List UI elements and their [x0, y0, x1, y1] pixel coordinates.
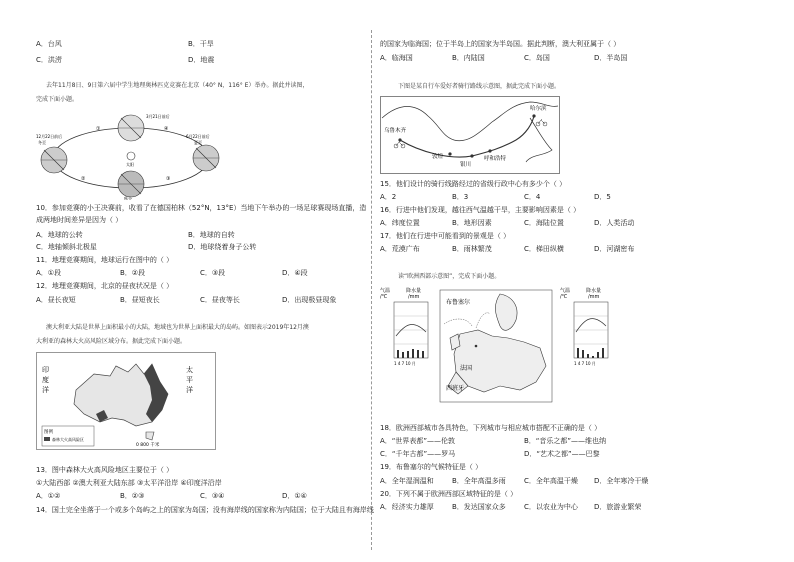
- svg-text:降水量: 降水量: [406, 288, 422, 294]
- q17-stem: 17．他们在行进中可能看到的景观是（ ）: [380, 232, 511, 240]
- q14-option-c: C．岛国: [524, 54, 550, 62]
- svg-text:/℃: /℃: [560, 294, 568, 300]
- label-tai: 太: [186, 366, 193, 374]
- q15-option-a: A．2: [380, 193, 397, 201]
- earth-icon: [193, 145, 219, 171]
- q10-option-b: B．地球的自转: [188, 231, 235, 239]
- q14-option-a: A．临海国: [380, 54, 413, 62]
- q11-option-d: D．④段: [282, 269, 308, 277]
- label-yinchuan: 银川: [460, 162, 472, 168]
- brussels-marker: [475, 345, 478, 348]
- q13-items: ①大陆西部 ②澳大利亚大陆东部 ③太平洋沿岸 ④印度洋沿岸: [36, 479, 222, 487]
- orbit-label-left1: 12月22日前后: [36, 134, 63, 139]
- q13-option-d: D．①④: [282, 492, 307, 500]
- label-yang2: 洋: [186, 386, 193, 394]
- intro3: 下图是某自行车爱好者骑行路线示意图，据此完成下面小题。: [398, 83, 561, 90]
- q10-option-a: A．地球的公转: [36, 231, 83, 239]
- q17-option-d: D．河湖密布: [594, 245, 635, 253]
- q20-option-c: C．以农业为中心: [524, 503, 578, 511]
- q15-option-c: C．4: [524, 193, 541, 201]
- q9-option-d: D．地震: [188, 56, 215, 64]
- q9-option-a: A．台风: [36, 40, 62, 48]
- q16-option-b: B．地形因素: [452, 219, 492, 227]
- q17-option-c: C．梯田纵横: [524, 245, 564, 253]
- map-legend: [42, 426, 94, 446]
- intro2-line2: 大利亚的森林大火高风险区域分布。据此完成下面小题。: [36, 338, 187, 345]
- intro4: 读“欧洲西部示意图”，完成下面小题。: [398, 273, 501, 280]
- q18-option-a: A．“世界表都”——伦敦: [380, 437, 456, 445]
- q10-option-c: C．地轴倾斜北极星: [36, 243, 97, 251]
- svg-text:/℃: /℃: [380, 294, 388, 300]
- svg-text:/mm: /mm: [408, 294, 420, 300]
- q20-option-d: D．旅游业繁荣: [594, 503, 642, 511]
- svg-text:气温: 气温: [380, 288, 391, 294]
- q14-stem: 14．国土完全坐落于一个或多个岛屿之上的国家为岛国；没有海岸线的国家称为内陆国；位于大陆且有海岸线: [36, 506, 374, 514]
- svg-text:气温: 气温: [560, 288, 571, 294]
- q19-option-c: C．全年高温干燥: [524, 477, 578, 485]
- label-xibanya: 西班牙: [446, 385, 465, 392]
- q20-option-b: B．发达国家众多: [452, 503, 506, 511]
- earth-icon: [41, 147, 67, 173]
- q16-stem: 16．行进中他们发现，越往西气温越干旱，主要影响因素是（ ）: [380, 206, 581, 214]
- orbit-segment-2: ②: [81, 176, 86, 182]
- label-huhehaote: 呼和浩特: [484, 156, 507, 162]
- australia-map: [36, 352, 216, 450]
- svg-text:降水量: 降水量: [586, 288, 602, 294]
- q19-option-d: D．全年寒冷干燥: [594, 477, 649, 485]
- climate-chart-right: [560, 287, 608, 366]
- q18-option-c: C．“千年古都”——罗马: [380, 450, 456, 458]
- q10-line1: 10．参加竞赛的小王决赛前，收看了在德国柏林（52°N，13°E）当地下午举办的一场足球赛现场直播，造: [36, 204, 367, 212]
- europe-west-map: [380, 286, 620, 410]
- q15-option-d: D．5: [594, 193, 611, 201]
- map-scale: 0 800 千米: [136, 443, 160, 448]
- svg-text:1 4 7 10 月: 1 4 7 10 月: [574, 361, 596, 366]
- q18-option-b: B．“音乐之都”——维也纳: [524, 437, 607, 445]
- legend-item: 森林大火高风险区: [52, 437, 84, 442]
- q11-option-a: A．①段: [36, 269, 62, 277]
- q13-option-b: B．②③: [120, 492, 145, 500]
- intro1-line2: 完成下面小题。: [36, 96, 79, 103]
- q12-option-b: B．昼短夜长: [120, 296, 160, 304]
- sun-label: 太阳: [126, 162, 134, 167]
- q13-option-a: A．①②: [36, 492, 61, 500]
- q14-option-b: B．内陆国: [452, 54, 485, 62]
- q17-option-a: A．荒漠广布: [380, 245, 420, 253]
- orbit-label-right1: 6月22日前后: [186, 134, 210, 139]
- q19-option-a: A．全年湿润温和: [380, 477, 434, 485]
- q12-option-d: D．出现极昼现象: [282, 296, 337, 304]
- sun-icon: [127, 152, 135, 160]
- label-haerbin: 哈尔滨: [530, 106, 547, 112]
- q10-line2: 成两地时间差异是因为（ ）: [36, 216, 123, 224]
- q9-option-c: C．洪涝: [36, 56, 62, 64]
- label-jiayuguan: 敦煌: [432, 154, 444, 160]
- q16-option-a: A．纬度位置: [380, 219, 420, 227]
- intro1-line1: 去年11月8日、9日第六届中学生地理奥林匹克竞赛在北京（40° N，116° E）举办。据此并读图，: [46, 82, 309, 89]
- orbit-label-bottom1: 秋分: [124, 196, 132, 200]
- orbit-segment-1: ①: [96, 126, 101, 132]
- svg-text:1 4 7 10 月: 1 4 7 10 月: [394, 361, 416, 366]
- label-buluselle: 布鲁塞尔: [446, 299, 471, 306]
- q15-stem: 15．他们设计的骑行线路经过的省级行政中心有多少个（ ）: [380, 180, 567, 188]
- earth-orbit-diagram: [36, 108, 226, 200]
- label-wulumuqi: 乌鲁木齐: [384, 128, 407, 134]
- climate-chart-left: [380, 287, 428, 366]
- q18-stem: 18．欧洲西部城市各具特色，下列城市与相应城市搭配不正确的是（ ）: [380, 424, 602, 432]
- q18-option-d: D．“艺术之都”——巴黎: [524, 450, 600, 458]
- q20-stem: 20．下列不属于欧洲西部区域特征的是（ ）: [380, 490, 518, 498]
- q19-option-b: B．全年高温多雨: [452, 477, 506, 485]
- label-yin: 印: [42, 366, 49, 374]
- orbit-label-right2: 夏至: [194, 140, 202, 145]
- q11-option-c: C．③段: [200, 269, 226, 277]
- orbit-segment-4: ④: [164, 126, 169, 132]
- q13-stem: 13．图中森林大火高风险地区主要位于（ ）: [36, 466, 174, 474]
- legend-title: 图例: [44, 430, 53, 435]
- q15-option-b: B．3: [452, 193, 469, 201]
- left-column: [0, 0, 392, 562]
- orbit-label-left2: 冬至: [38, 140, 46, 145]
- q14-continued: 的国家为临海国；位于半岛上的国家为半岛国。据此判断，澳大利亚属于（ ）: [380, 40, 621, 48]
- label-yang: 洋: [42, 386, 49, 394]
- earth-icon: [118, 171, 144, 197]
- q13-option-c: C．③④: [200, 492, 225, 500]
- right-column: [372, 0, 794, 562]
- q11-option-b: B．②段: [120, 269, 146, 277]
- label-ping: 平: [186, 376, 193, 384]
- q12-stem: 12．地理竞赛期间，北京的昼夜状况是（ ）: [36, 282, 174, 290]
- q12-option-a: A．昼长夜短: [36, 296, 76, 304]
- earth-icon: [118, 115, 144, 141]
- q14-option-d: D．半岛国: [594, 54, 628, 62]
- q20-option-a: A．经济实力雄厚: [380, 503, 434, 511]
- q10-option-d: D．地球绕着身子公转: [188, 243, 257, 251]
- orbit-label-top: 3月21日前后: [146, 114, 170, 119]
- q19-stem: 19．布鲁塞尔的气候特征是（ ）: [380, 463, 483, 471]
- q16-option-c: C．海陆位置: [524, 219, 564, 227]
- label-faguo: 法国: [460, 365, 473, 372]
- cycling-route-map: [380, 96, 560, 174]
- q9-option-b: B．干旱: [188, 40, 214, 48]
- intro2-line1: 澳大利亚大陆是世界上面积最小的大陆，地域也为世界上面积最大的岛屿。如图表示2019年12月澳: [46, 324, 309, 331]
- q16-option-d: D．人类活动: [594, 219, 635, 227]
- svg-text:/mm: /mm: [588, 294, 600, 300]
- q11-stem: 11．地理竞赛期间，地球运行在图中的（ ）: [36, 256, 174, 264]
- q17-option-b: B．雨林繁茂: [452, 245, 492, 253]
- orbit-segment-3: ③: [166, 176, 171, 182]
- europe-outline: [440, 290, 552, 402]
- label-du: 度: [42, 376, 49, 384]
- q12-option-c: C．昼夜等长: [200, 296, 240, 304]
